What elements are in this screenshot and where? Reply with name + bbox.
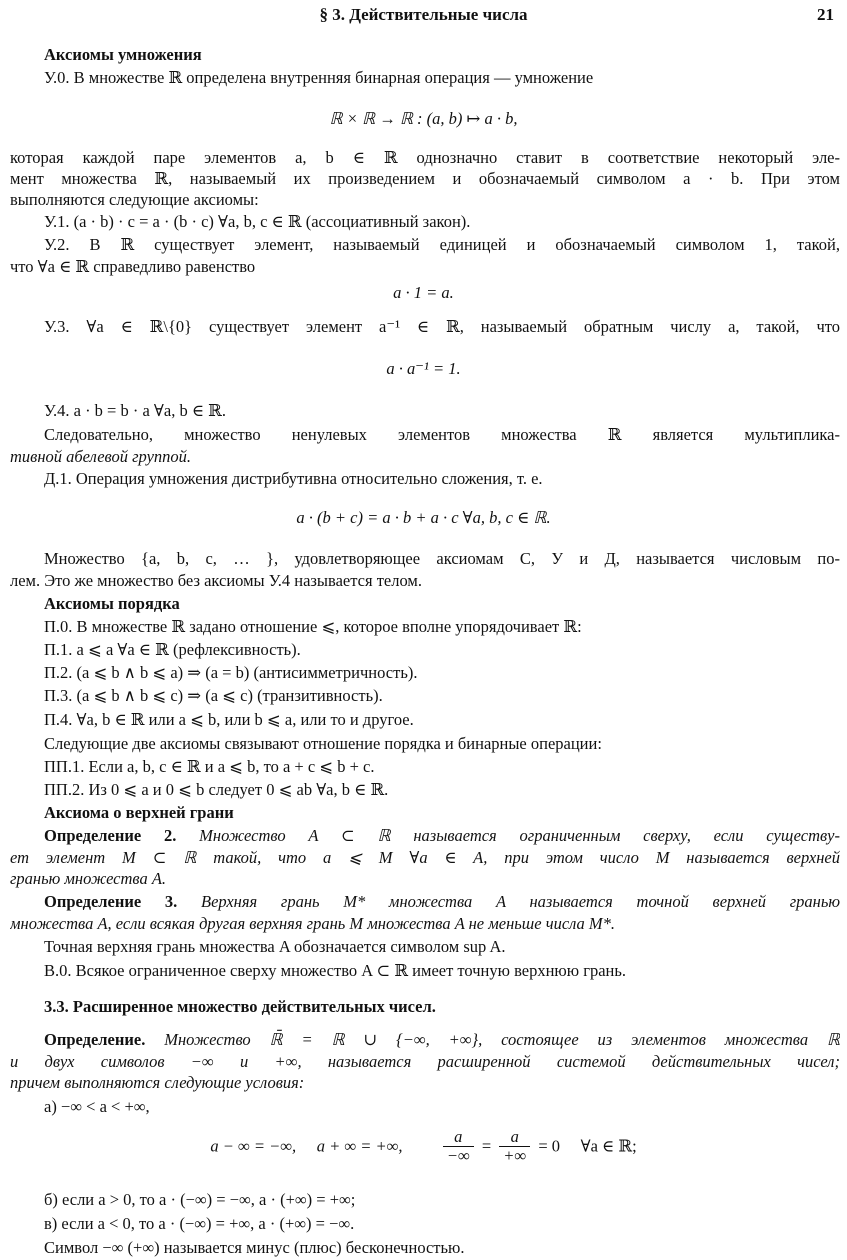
axiom-p0: П.0. В множестве ℝ задано отношение ⩽, которое вполне упорядочивает ℝ: [44,617,582,636]
fraction-a-over-minus-infinity [443,1128,474,1165]
axiom-u0-line1: У.0. В множестве ℝ определена внутренняя бинарная операция — умножение [44,68,594,87]
supremum-notation: Точная верхняя грань множества A обозначается символом sup A. [44,937,506,956]
axiom-pp1: ПП.1. Если a, b, c ∈ ℝ и a ⩽ b, то a + c ⩽ b + c. [44,757,375,776]
axiom-u2-line1: У.2. В ℝ существует элемент, называемый единицей и обозначаемый символом 1, такой, [44,235,840,254]
extended-definition-line2: и двух символов −∞ и +∞, называется расширенной системой действительных чисел; [10,1052,840,1071]
section-heading-order: Аксиомы порядка [44,594,180,613]
extended-definition-label: Определение. [44,1030,146,1049]
definition-2-text: Множество A ⊂ ℝ называется ограниченным сверху, если существу- [199,826,840,845]
axiom-u0-line2: которая каждой паре элементов a, b ∈ ℝ однозначно ставит в соответствие некоторый эле- [10,148,840,167]
infinity-symbol-note: Символ −∞ (+∞) называется минус (плюс) бесконечностью. [44,1238,465,1257]
running-header: § 3. Действительные числа [319,5,528,24]
order-link-text: Следующие две аксиомы связывают отношение порядка и бинарные операции: [44,734,602,753]
extended-definition-line3: причем выполняются следующие условия: [10,1073,305,1092]
fraction-2-denominator: +∞ [503,1146,527,1165]
definition-2-line2: ет элемент M ⊂ ℝ такой, что a ⩽ M ∀a ∈ A, при этом число M называется верхней [10,848,840,867]
axiom-p3: П.3. (a ⩽ b ∧ b ⩽ c) ⇒ (a ⩽ c) (транзитивность). [44,686,383,705]
fraction-1-numerator: a [443,1128,474,1147]
fraction-a-over-plus-infinity [499,1128,530,1165]
axiom-b0: В.0. Всякое ограниченное сверху множество A ⊂ ℝ имеет точную верхнюю грань. [44,961,627,980]
axiom-u4: У.4. a · b = b · a ∀a, b ∈ ℝ. [44,401,227,420]
definition-2-line1 [44,825,840,847]
fraction-2-numerator: a [499,1128,530,1147]
axiom-p1: П.1. a ⩽ a ∀a ∈ ℝ (рефлексивность). [44,640,301,659]
condition-a: а) −∞ < a < +∞, [44,1097,150,1116]
equals-sign: = [481,1136,492,1156]
fraction-1-denominator: −∞ [446,1146,470,1165]
definition-3-line2: множества A, если всякая другая верхняя грань M множества A не меньше числа M*. [10,914,616,933]
axiom-u3: У.3. ∀a ∈ ℝ\{0} существует элемент a⁻¹ ∈ ℝ, называемый обратным числу a, такой, что [44,317,840,336]
extended-definition-text: Множество ℝ̄ = ℝ ∪ {−∞, +∞}, состоящее из элементов множества ℝ [164,1030,840,1049]
condition-b: б) если a > 0, то a · (−∞) = −∞, a · (+∞) = +∞; [44,1190,356,1209]
definition-3-label: Определение 3. [44,892,178,911]
formula-unit: a · 1 = a. [393,283,454,302]
axiom-pp2: ПП.2. Из 0 ⩽ a и 0 ⩽ b следует 0 ⩽ ab ∀a, b ∈ ℝ. [44,780,389,799]
page-number: 21 [817,5,834,24]
formula-map: ℝ × ℝ → ℝ : (a, b) ↦ a · b, [329,109,518,128]
axiom-u0-line3: мент множества ℝ, называемый их произведением и обозначаемый символом a · b. При этом [10,169,840,188]
definition-2-line3: гранью множества A. [10,869,167,888]
field-definition-line1: Множество {a, b, c, … }, удовлетворяющее аксиомам С, У и Д, называется числовым по- [44,549,840,568]
extended-definition-line1 [44,1029,840,1051]
condition-c: в) если a < 0, то a · (−∞) = +∞, a · (+∞) = −∞. [44,1214,355,1233]
axiom-u1: У.1. (a · b) · c = a · (b · c) ∀a, b, c ∈ ℝ (ассоциативный закон). [44,212,471,231]
section-heading-supremum: Аксиома о верхней грани [44,803,234,822]
axiom-u2-line2: что ∀a ∈ ℝ справедливо равенство [10,257,256,276]
consequence-line1: Следовательно, множество ненулевых элементов множества ℝ является мультиплика- [44,425,840,444]
field-definition-line2: лем. Это же множество без аксиомы У.4 называется телом. [10,571,422,590]
subsection-heading-extended-reals: 3.3. Расширенное множество действительных чисел. [44,997,436,1016]
definition-2-label: Определение 2. [44,826,177,845]
axiom-p2: П.2. (a ⩽ b ∧ b ⩽ a) ⇒ (a = b) (антисимметричность). [44,663,418,682]
consequence-line2: тивной абелевой группой. [10,447,192,466]
formula-inverse: a · a⁻¹ = 1. [386,359,461,378]
formula-distributive: a · (b + c) = a · b + a · c ∀a, b, c ∈ ℝ. [296,508,551,527]
axiom-p4: П.4. ∀a, b ∈ ℝ или a ⩽ b, или b ⩽ a, или то и другое. [44,710,414,729]
section-heading-multiplication: Аксиомы умножения [44,45,202,64]
definition-3-line1 [44,891,840,913]
axiom-u0-line4: выполняются следующие аксиомы: [10,190,259,209]
formula-infinity-sums: a − ∞ = −∞, a + ∞ = +∞, [210,1136,403,1156]
axiom-d1: Д.1. Операция умножения дистрибутивна относительно сложения, т. е. [44,469,543,488]
formula-infinity-arithmetic [0,1128,847,1165]
formula-infinity-result: = 0 ∀a ∈ ℝ; [538,1136,637,1156]
definition-3-text: Верхняя грань M* множества A называется точной верхней гранью [201,892,840,911]
